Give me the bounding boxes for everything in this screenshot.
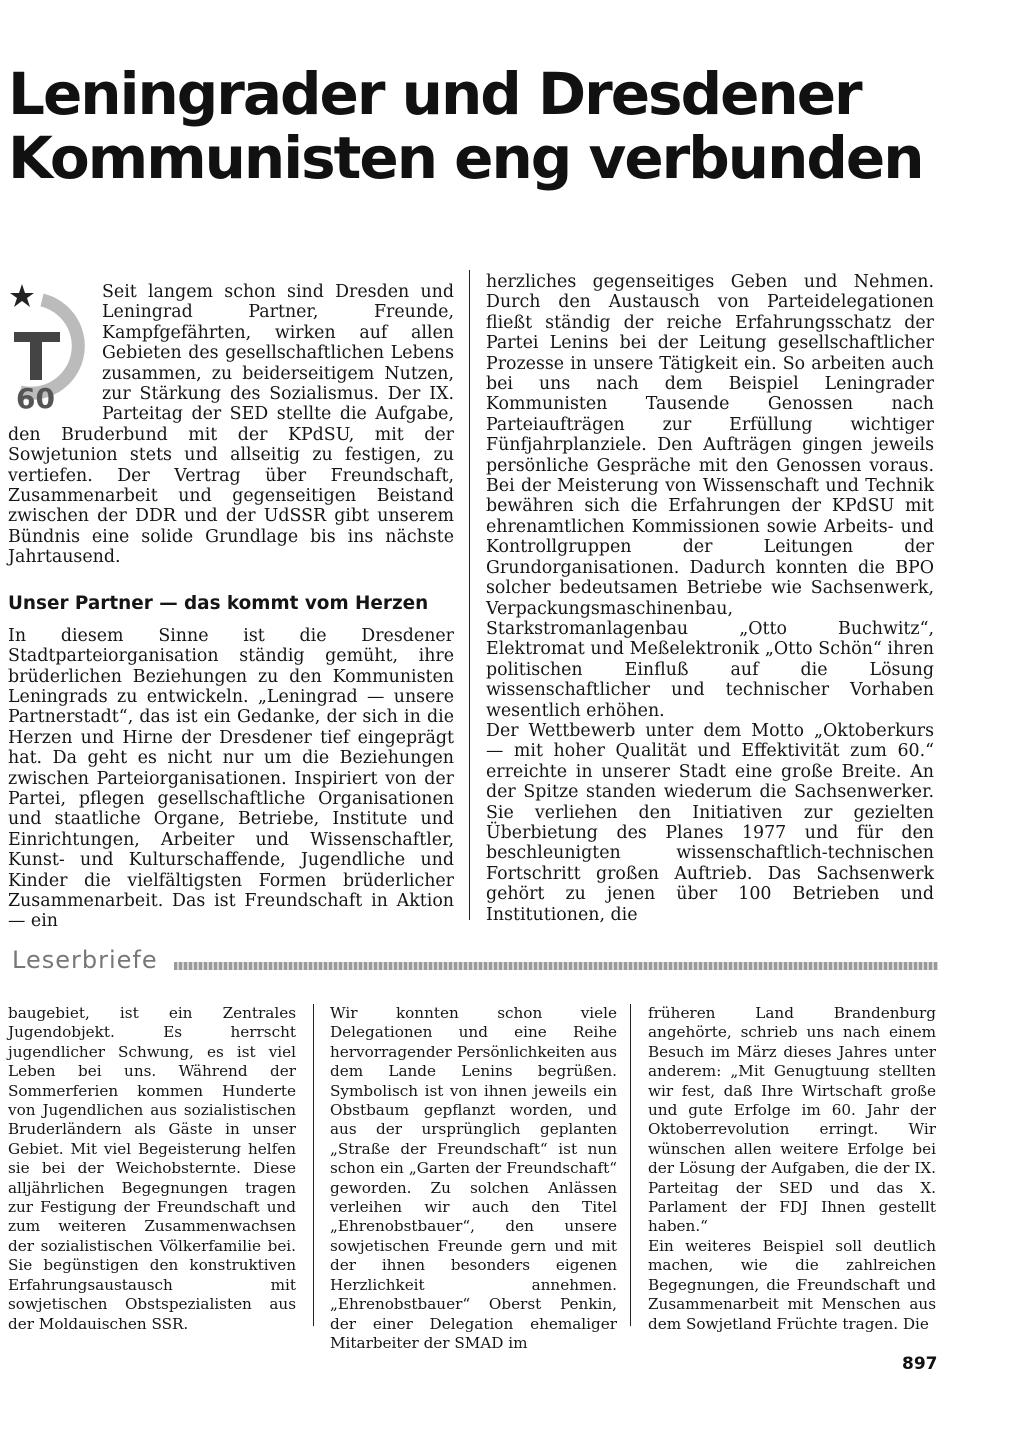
hammer-sickle-star-logo	[8, 282, 94, 414]
letters-paragraph-1: baugebiet, ist ein Zentrales Jugendobjekt. Es herrscht jugendlicher Schwung, es ist viel Leben bei uns. Während der Sommerferien kommen Hunderte von Jugendlichen aus sozialistischen Bruderländern als Gäste in unser Gebiet. Mit viel Begeisterung helfen sie bei der Weichobsternte. Diese alljährlichen Begegnungen tragen zur Festigung der Freundschaft und zum weiteren Zusammenwachsen der sozialistischen Völkerfamilie bei. Sie begünstigen den konstruktiven Erfahrungsaustausch mit sowjetischen Obstspezialisten aus der Moldauischen SSR.	[8, 1004, 296, 1333]
column-divider	[469, 270, 470, 920]
article-headline	[8, 62, 1008, 190]
page-number: 897	[902, 1354, 938, 1374]
article-column-right	[486, 272, 934, 925]
letters-paragraph-3: früheren Land Brandenburg angehörte, schrieb uns nach einem Besuch im März dieses Jahres unter anderem: „Mit Genugtuung stellten wir fest, daß Ihre Wirtschaft große und gute Erfolge im 60. Jahr der Oktoberrevolution erringt. Wir wünschen allen weitere Erfolge bei der Lösung der Aufgaben, die der IX. Parteitag der SED und das X. Parlament der FDJ Ihnen gestellt haben.“	[648, 1004, 936, 1236]
letters-column-1	[8, 1004, 296, 1334]
article-column-left	[8, 282, 454, 932]
headline-line-2: Kommunisten eng verbunden	[8, 124, 923, 192]
body-paragraph-right-2: Der Wettbewerb unter dem Motto „Oktoberkurs — mit hoher Qualität und Effektivität zum 60.“ erreichte in unserer Stadt eine große Breite. An der Spitze standen wiederum die Sachsenwerker. Sie verliehen den Initiativen zur gezielten Überbietung des Planes 1977 und für den beschleunigten wissenschaftlich-technischen Fortschritt großen Auftrieb. Das Sachsenwerk gehört zu jenen über 100 Betrieben und Institutionen, die	[486, 720, 934, 925]
letters-column-3	[648, 1004, 936, 1334]
logo-number: 60	[16, 382, 55, 414]
letters-column-2	[330, 1004, 617, 1353]
headline-line-1: Leningrader und Dresdener	[8, 60, 861, 128]
section-subheading: Unser Partner — das kommt vom Herzen	[8, 592, 429, 614]
intro-paragraph: Seit langem schon sind Dresden und Leningrad Partner, Freunde, Kampfgefährten, wirken auf allen Gebieten des gesellschaftlichen Lebens zusammen, zu beiderseitigem Nutzen, zur Stärkung des Sozialismus. Der IX. Parteitag der SED stellte die Aufgabe, den Bruderbund mit der KPdSU, mit der Sowjetunion stets und allseitig zu festigen, zu vertiefen. Der Vertrag über Freundschaft, Zusammenarbeit und gegenseitigen Beistand zwischen der DDR und der UdSSR gibt unserem Bündnis eine solide Grundlage bis ins nächste Jahrtausend.	[8, 282, 454, 568]
body-paragraph-right-1: herzliches gegenseitiges Geben und Nehmen. Durch den Austausch von Parteidelegationen fließt ständig der reiche Erfahrungsschatz der Partei Lenins bei der Leitung gesellschaftlicher Prozesse in unsere Tätigkeit ein. So arbeiten auch bei uns nach dem Beispiel Leningrader Kommunisten Tausende Genossen nach Parteiaufträgen zur Erfüllung wichtiger Fünfjahrplanziele. Den Aufträgen gingen jeweils persönliche Gespräche mit den Genossen voraus. Bei der Meisterung von Wissenschaft und Technik bewähren sich die Erfahrungen der KPdSU mit ehrenamtlichen Kommissionen sowie Arbeits- und Kontrollgruppen der Leitungen der Grundorganisationen. Dadurch konnten die BPO solcher bedeutsamen Betriebe wie Sachsenwerk, Verpackungsmaschinenbau, Starkstromanlagenbau „Otto Buchwitz“, Elektromat und Meßelektronik „Otto Schön“ ihren politischen Einfluß auf die Lösung wissenschaftlicher und technischer Vorhaben wesentlich erhöhen.	[486, 272, 934, 721]
letters-paragraph-4: Ein weiteres Beispiel soll deutlich machen, wie die zahlreichen Begegnungen, die Freundschaft und Zusammenarbeit mit Menschen aus dem Sowjetland Früchte tragen. Die	[648, 1236, 936, 1333]
letters-column-divider-2	[630, 1004, 631, 1326]
body-paragraph-left: In diesem Sinne ist die Dresdener Stadtparteiorganisation ständig gemüht, ihre brüderlichen Beziehungen zu den Kommunisten Leningrads zu entwickeln. „Leningrad — unsere Partnerstadt“, das ist ein Gedanke, der sich in die Herzen und Hirne der Dresdener tief eingeprägt hat. Da geht es nicht nur um die Beziehungen zwischen Parteiorganisationen. Inspiriert von der Partei, pflegen gesellschaftliche Organisationen und staatliche Organe, Betriebe, Institute und Einrichtungen, Arbeiter und Wissenschaftler, Kunst- und Kulturschaffende, Jugendliche und Kinder die vielfältigsten Formen brüderlicher Zusammenarbeit. Das ist Freundschaft in Aktion — ein	[8, 625, 454, 932]
letters-paragraph-2: Wir konnten schon viele Delegationen und eine Reihe hervorragender Persönlichkeiten aus dem Lande Lenins begrüßen. Symbolisch ist von ihnen jeweils ein Obstbaum gepflanzt worden, und aus der ursprünglich geplanten „Straße der Freundschaft“ ist nun schon ein „Garten der Freundschaft“ geworden. Zu solchen Anlässen verleihen wir auch den Titel „Ehrenobstbauer“, den unsere sowjetischen Freunde gern und mit der ihnen besonders eigenen Herzlichkeit annehmen. „Ehrenobstbauer“ Oberst Penkin, der einer Delegation ehemaliger Mitarbeiter der SMAD im	[330, 1004, 617, 1352]
rubric-divider	[174, 962, 938, 970]
letters-column-divider-1	[313, 1004, 314, 1326]
section-rubric: Leserbriefe	[12, 946, 158, 974]
